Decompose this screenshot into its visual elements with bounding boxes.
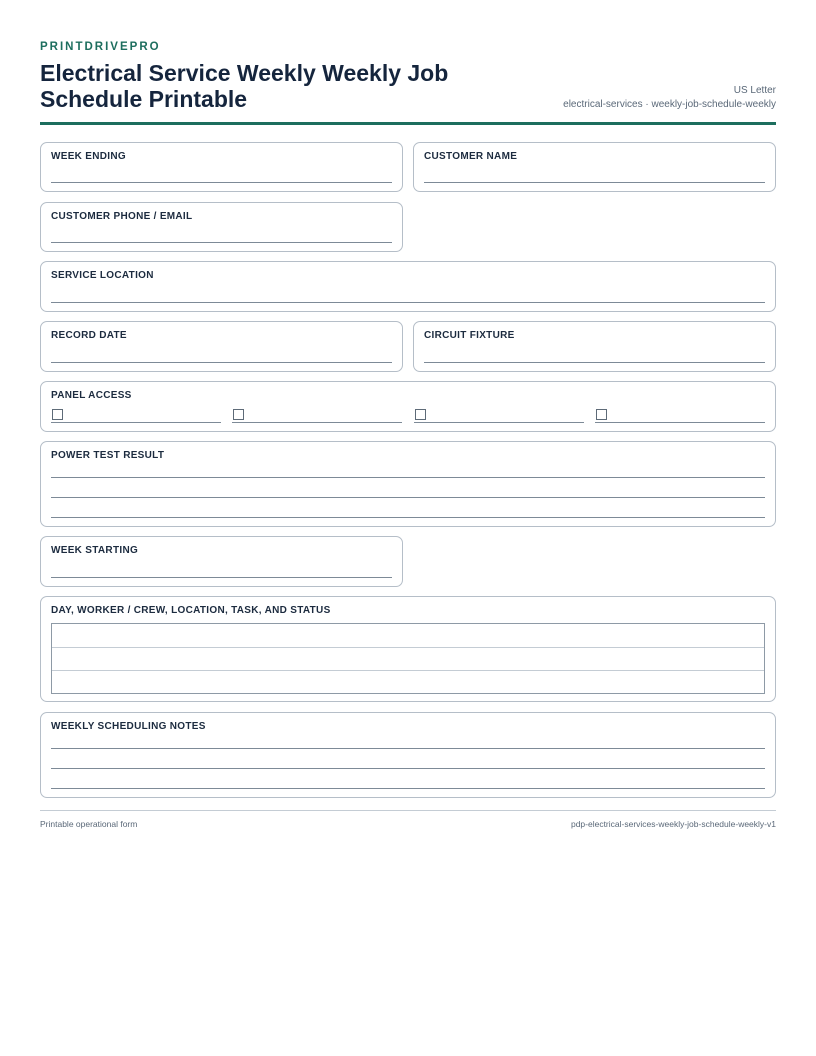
panel-access-checkbox[interactable] (415, 409, 426, 420)
panel-access-label: PANEL ACCESS (51, 390, 132, 401)
panel-access-field (40, 381, 776, 432)
record-date-write-line[interactable] (51, 362, 392, 363)
week-ending-field[interactable] (40, 142, 403, 192)
panel-access-checkbox[interactable] (233, 409, 244, 420)
power-test-result-label: POWER TEST RESULT (51, 450, 165, 461)
paper-size: US Letter (733, 85, 776, 96)
customer-contact-field[interactable] (40, 202, 403, 252)
circuit-fixture-write-line[interactable] (424, 362, 765, 363)
header-divider (40, 122, 776, 125)
footer-left-text: Printable operational form (40, 819, 138, 829)
panel-access-checkbox[interactable] (52, 409, 63, 420)
panel-access-option-line[interactable] (595, 422, 765, 423)
weekly-notes-write-line[interactable] (51, 788, 765, 789)
weekly-notes-write-line[interactable] (51, 768, 765, 769)
service-location-write-line[interactable] (51, 302, 765, 303)
power-test-write-line[interactable] (51, 517, 765, 518)
table-row-divider (52, 670, 764, 671)
circuit-fixture-label: CIRCUIT FIXTURE (424, 330, 515, 341)
customer-contact-label: CUSTOMER PHONE / EMAIL (51, 211, 193, 222)
page-title: Electrical Service Weekly Weekly Job Schedule Printable (40, 60, 449, 112)
table-row-divider (52, 647, 764, 648)
footer-divider (40, 810, 776, 811)
weekly-notes-field[interactable] (40, 712, 776, 798)
panel-access-option-line[interactable] (51, 422, 221, 423)
schedule-table-section (40, 596, 776, 702)
schedule-table-label: DAY, WORKER / CREW, LOCATION, TASK, AND STATUS (51, 605, 331, 616)
week-ending-label: WEEK ENDING (51, 151, 126, 162)
week-starting-write-line[interactable] (51, 577, 392, 578)
document-slug: electrical-services · weekly-job-schedule-weekly (563, 98, 776, 110)
record-date-field[interactable] (40, 321, 403, 372)
customer-name-label: CUSTOMER NAME (424, 151, 518, 162)
customer-name-write-line[interactable] (424, 182, 765, 183)
power-test-write-line[interactable] (51, 477, 765, 478)
footer-form-id: pdp-electrical-services-weekly-job-schedule-weekly-v1 (570, 819, 776, 829)
panel-access-option-line[interactable] (232, 422, 402, 423)
panel-access-checkbox[interactable] (596, 409, 607, 420)
customer-name-field[interactable] (413, 142, 776, 192)
record-date-label: RECORD DATE (51, 330, 127, 341)
service-location-field[interactable] (40, 261, 776, 312)
schedule-table[interactable] (51, 623, 765, 694)
week-starting-label: WEEK STARTING (51, 545, 139, 556)
week-starting-field[interactable] (40, 536, 403, 587)
panel-access-option-line[interactable] (414, 422, 584, 423)
document-meta (563, 84, 776, 111)
circuit-fixture-field[interactable] (413, 321, 776, 372)
brand-logo-text: PRINTDRIVEPRO (40, 41, 161, 53)
power-test-result-field[interactable] (40, 441, 776, 527)
customer-contact-write-line[interactable] (51, 242, 392, 243)
week-ending-write-line[interactable] (51, 182, 392, 183)
service-location-label: SERVICE LOCATION (51, 270, 154, 281)
power-test-write-line[interactable] (51, 497, 765, 498)
weekly-notes-label: WEEKLY SCHEDULING NOTES (51, 721, 206, 732)
weekly-notes-write-line[interactable] (51, 748, 765, 749)
